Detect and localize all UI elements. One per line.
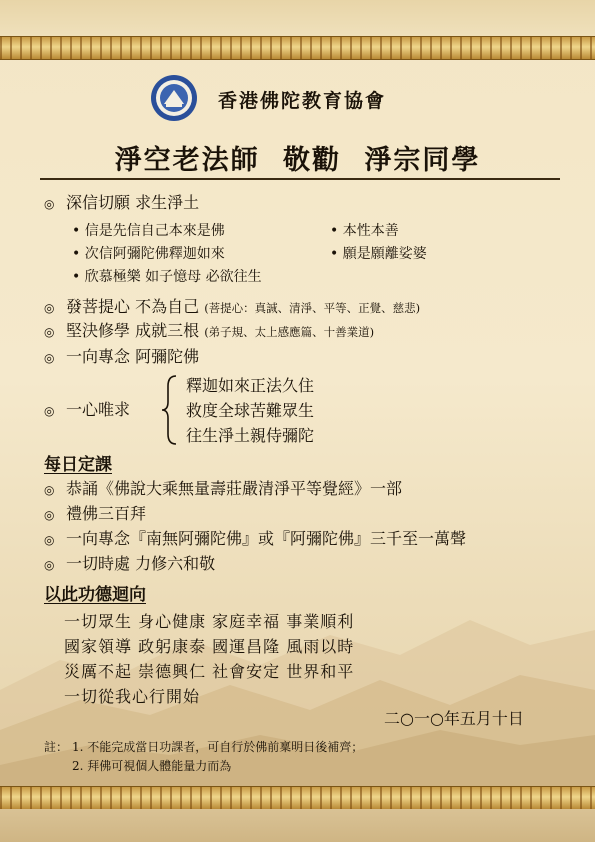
daily-item: 禮佛三百拜	[66, 504, 147, 523]
daily-item: 恭誦《佛說大乘無量壽莊嚴清淨平等覺經》一部	[66, 479, 403, 498]
faith-item: • 願是願離娑婆	[330, 246, 427, 262]
practice-text: 堅決修學 成就三根	[66, 321, 200, 340]
bullet-icon: ◎	[44, 300, 55, 315]
page-title	[0, 138, 595, 177]
daily-item-row	[44, 501, 146, 524]
faith-item: • 本性本善	[330, 223, 399, 239]
amitabha-row	[44, 344, 199, 367]
daily-item: 一切時處 力修六和敬	[66, 554, 216, 573]
dedication-line: 災厲不起 崇德興仁 社會安定 世界和平	[64, 662, 355, 681]
title-part-master: 淨空老法師	[114, 145, 260, 176]
daily-item-row	[44, 476, 402, 499]
bullet-icon: ◎	[44, 507, 55, 522]
daily-item-row	[44, 526, 466, 549]
practice-row	[44, 318, 374, 341]
faith-heading-row	[44, 190, 199, 213]
faith-item: • 欣慕極樂 如子憶母 必欲往生	[72, 269, 262, 285]
bullet-icon: ◎	[44, 350, 55, 365]
dedication-line: 一切從我心行開始	[64, 687, 201, 706]
title-divider	[40, 178, 560, 180]
title-part-students: 淨宗同學	[364, 145, 481, 176]
organization-name: 香港佛陀教育協會	[218, 90, 387, 112]
top-margin	[0, 0, 595, 36]
dedication-line: 國家領導 政躬康泰 國運昌隆 風雨以時	[64, 637, 355, 656]
note-item: 2. 拜佛可視個人體能量力而為	[72, 759, 232, 773]
dedication-line: 一切眾生 身心健康 家庭幸福 事業順利	[64, 612, 355, 631]
practice-note: (弟子規、太上感應篇、十善業道)	[204, 325, 375, 339]
bottom-decorative-border	[0, 786, 595, 810]
faith-heading: 深信切願 求生淨土	[66, 193, 200, 212]
bullet-icon: ◎	[44, 324, 55, 339]
bullet-icon: ◎	[44, 482, 55, 497]
notes-label: 註：	[44, 740, 69, 754]
single-mind-row	[44, 397, 130, 420]
bottom-margin	[0, 809, 595, 842]
title-part-exhort: 敬勸	[283, 145, 341, 176]
bodhi-row	[44, 294, 420, 317]
daily-item-row	[44, 551, 215, 574]
curly-brace-icon	[160, 374, 180, 446]
note-item: 1. 不能完成當日功課者，可自行於佛前稟明日後補齊；	[72, 740, 364, 754]
single-mind-label: 一心唯求	[66, 400, 131, 419]
single-mind-line: 釋迦如來正法久住	[186, 376, 315, 395]
faith-item: • 信是先信自己本來是佛	[72, 223, 225, 239]
daily-heading: 每日定課	[44, 455, 112, 475]
dedication-heading: 以此功德迴向	[44, 585, 146, 605]
bullet-icon: ◎	[44, 532, 55, 547]
bullet-icon: ◎	[44, 403, 55, 418]
bodhi-text: 發菩提心 不為自己	[66, 297, 200, 316]
bullet-icon: ◎	[44, 196, 55, 211]
organization-logo-icon	[150, 74, 198, 122]
single-mind-line: 往生淨土親侍彌陀	[186, 426, 315, 445]
date: 二○一○年五月十日	[384, 709, 524, 728]
daily-item: 一向專念『南無阿彌陀佛』或『阿彌陀佛』三千至一萬聲	[66, 529, 467, 548]
top-decorative-border	[0, 36, 595, 60]
amitabha-text: 一向專念 阿彌陀佛	[66, 347, 200, 366]
bullet-icon: ◎	[44, 557, 55, 572]
bodhi-note: (菩提心：真誠、清淨、平等、正覺、慈悲)	[204, 301, 421, 315]
faith-item: • 次信阿彌陀佛釋迦如來	[72, 246, 225, 262]
single-mind-line: 救度全球苦難眾生	[186, 401, 315, 420]
